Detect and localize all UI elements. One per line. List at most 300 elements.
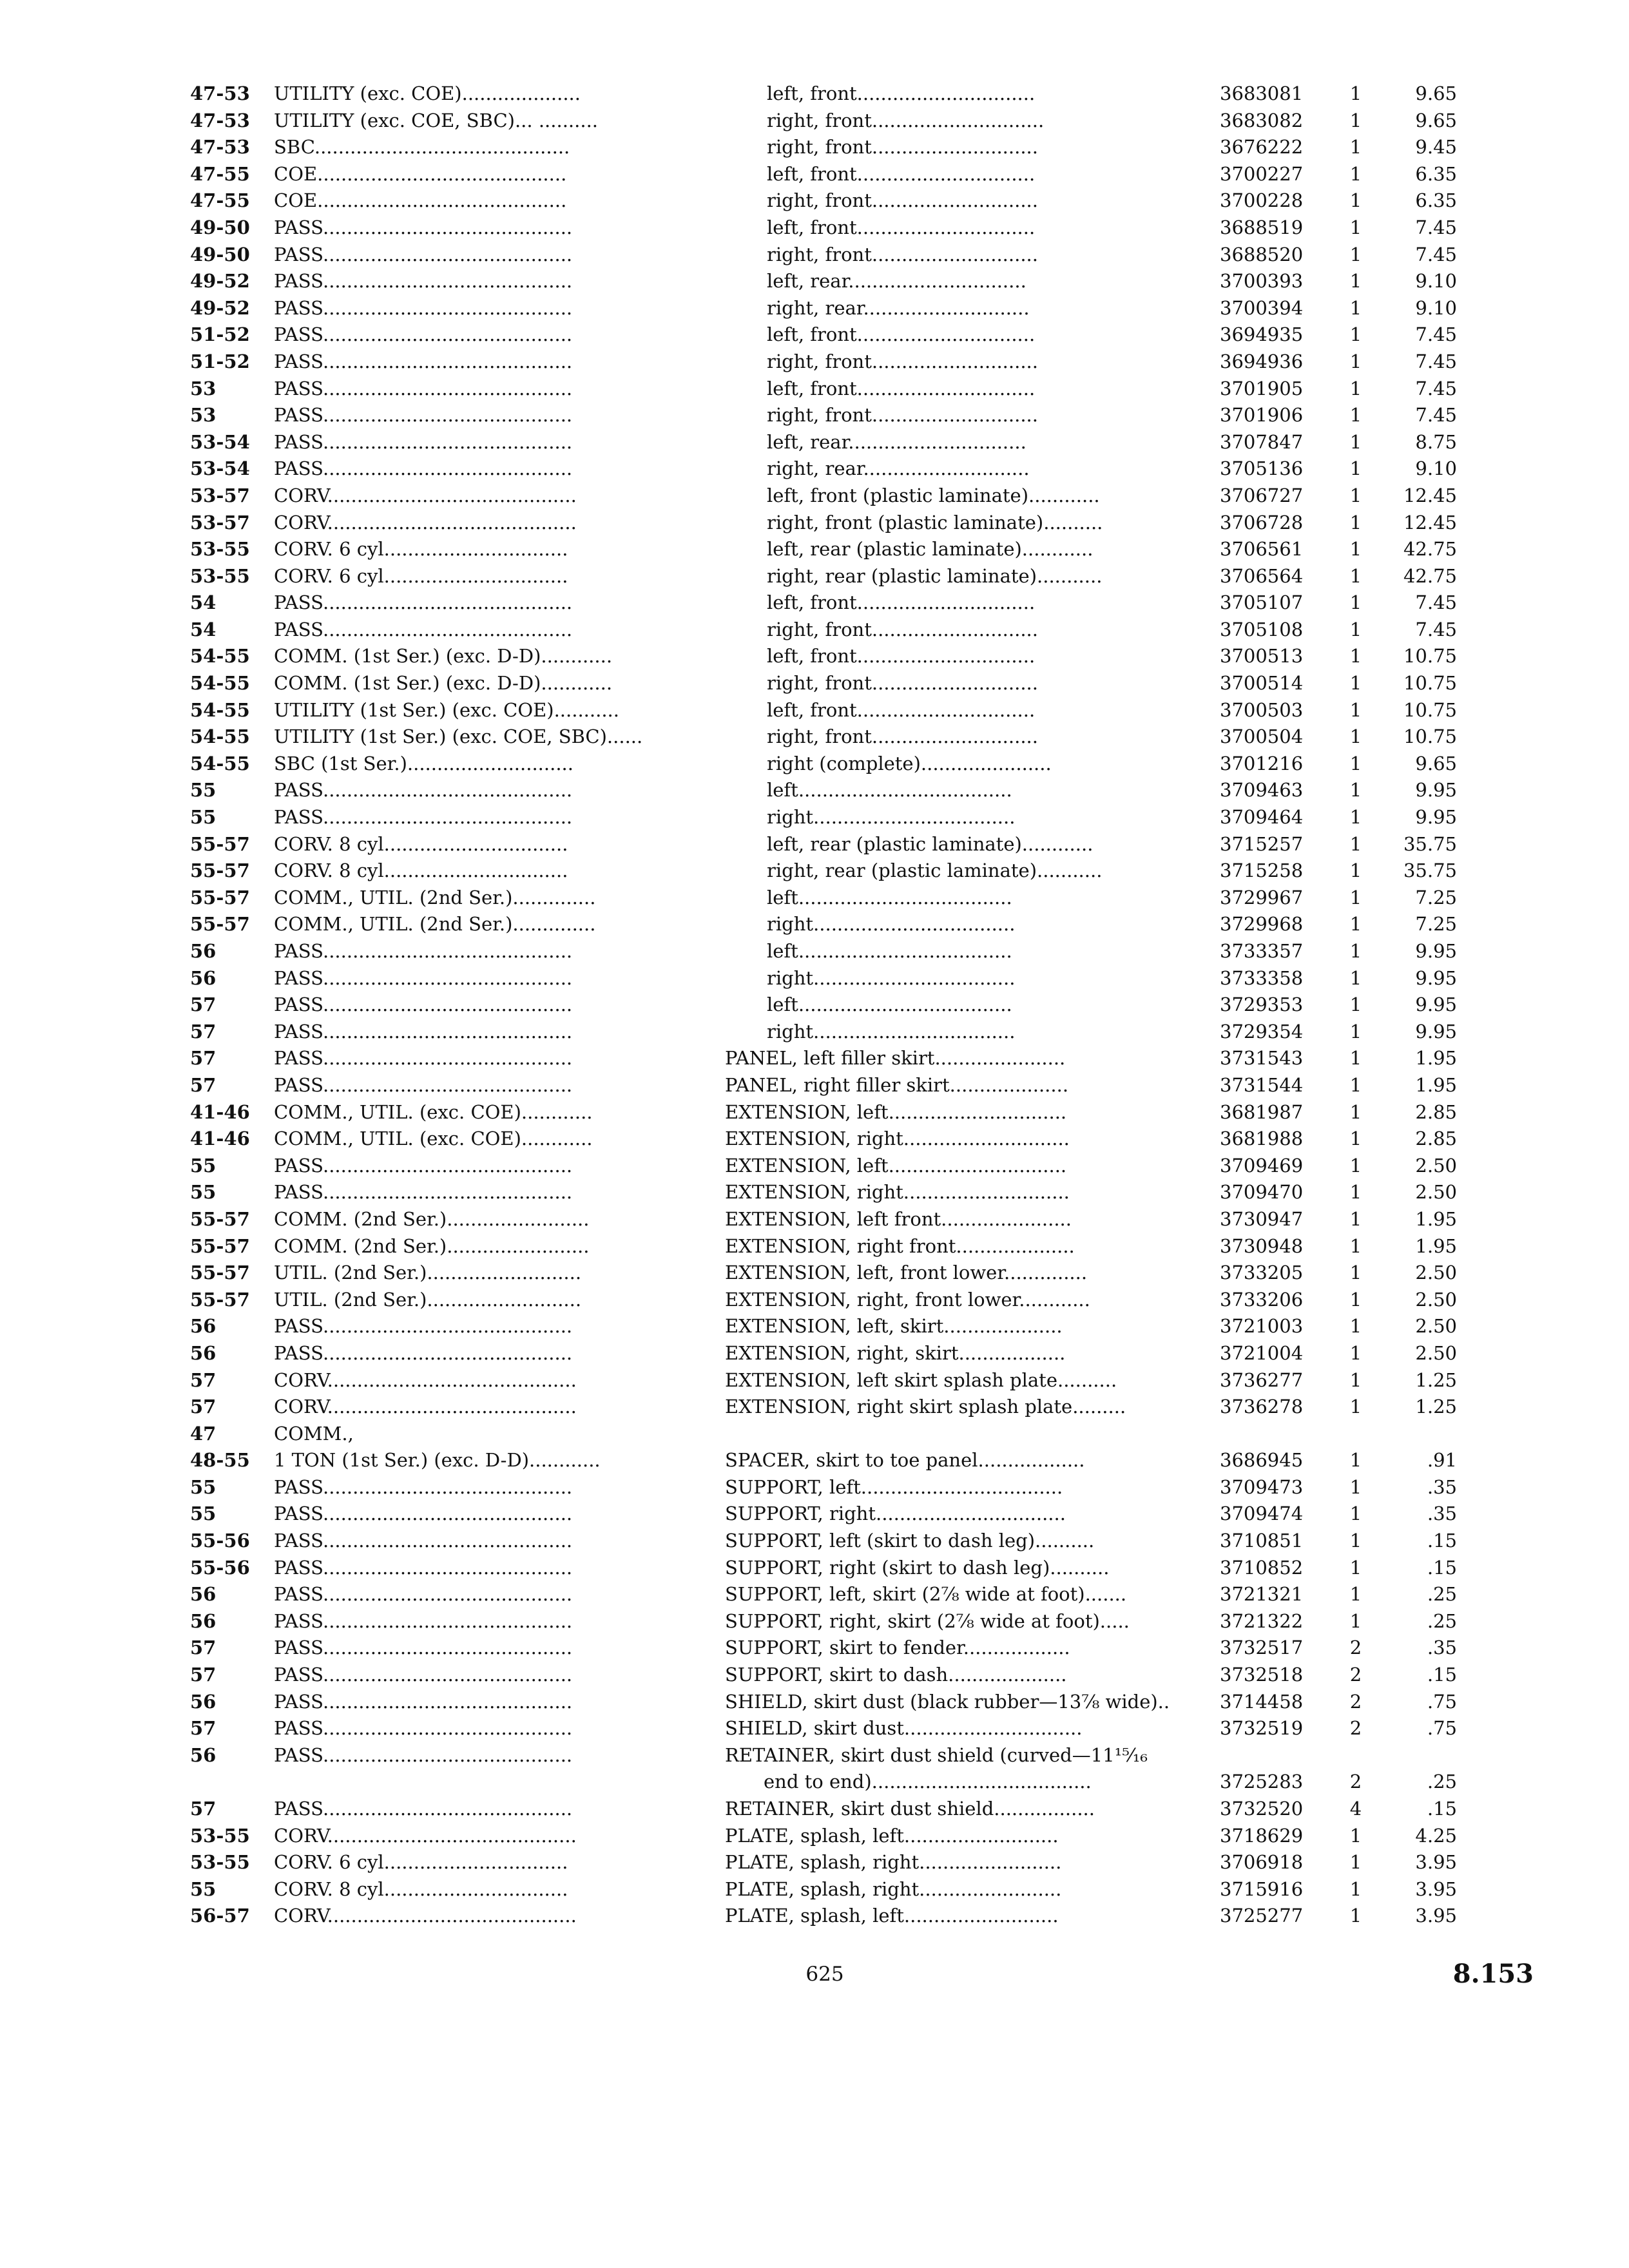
price-cell: 8.75 — [1415, 430, 1457, 453]
quantity-cell: 1 — [1349, 1341, 1362, 1364]
description-cell: PLATE, splash, left.......................... — [725, 1824, 1059, 1847]
model-cell: SBC (1st Ser.)............................ — [274, 752, 574, 774]
part-number-cell: 3705107 — [1220, 591, 1304, 614]
table-row — [190, 724, 1479, 751]
description-cell: EXTENSION, left.............................. — [725, 1100, 1067, 1123]
part-number-cell: 3733205 — [1220, 1262, 1304, 1284]
quantity-cell: 1 — [1349, 1154, 1362, 1177]
model-cell: COE.......................................... — [274, 162, 567, 185]
description-cell: EXTENSION, left, front lower.............. — [725, 1262, 1088, 1284]
model-cell: PASS.......................................... — [274, 1637, 573, 1659]
price-cell: 1.25 — [1415, 1396, 1457, 1418]
table-row — [190, 483, 1479, 510]
model-cell: CORV.......................................... — [274, 1905, 577, 1927]
price-cell: 2.50 — [1415, 1262, 1457, 1284]
table-row — [190, 777, 1479, 804]
price-cell: 10.75 — [1403, 672, 1457, 695]
part-number-cell: 3732518 — [1220, 1664, 1304, 1686]
part-number-cell: 3709464 — [1220, 806, 1304, 829]
quantity-cell: 1 — [1349, 1583, 1362, 1606]
table-row — [190, 1447, 1479, 1474]
description-cell: right.................................. — [767, 806, 1016, 829]
table-row — [190, 1876, 1479, 1903]
model-cell: COMM. (2nd Ser.)........................ — [274, 1207, 590, 1230]
price-cell: 3.95 — [1415, 1851, 1457, 1874]
description-cell: PANEL, left filler skirt...................... — [725, 1047, 1066, 1070]
model-cell: PASS.......................................... — [274, 270, 573, 293]
quantity-cell: 1 — [1349, 296, 1362, 319]
table-row — [190, 1662, 1479, 1689]
description-cell: left, rear.............................. — [767, 270, 1027, 293]
quantity-cell: 1 — [1349, 1905, 1362, 1927]
part-number-cell: 3701906 — [1220, 404, 1304, 427]
part-number-cell: 3721321 — [1220, 1583, 1304, 1606]
table-row — [190, 1528, 1479, 1555]
table-row — [190, 1474, 1479, 1501]
part-number-cell: 3732519 — [1220, 1717, 1304, 1740]
part-number-cell: 3729968 — [1220, 913, 1304, 936]
part-number-cell: 3676222 — [1220, 136, 1304, 159]
table-row — [190, 349, 1479, 376]
table-row — [190, 1689, 1479, 1716]
price-cell: 10.75 — [1403, 698, 1457, 721]
quantity-cell: 1 — [1349, 350, 1362, 372]
description-cell: EXTENSION, right front.................... — [725, 1235, 1075, 1257]
price-cell: 12.45 — [1403, 511, 1457, 533]
quantity-cell: 1 — [1349, 1503, 1362, 1525]
price-cell: 9.65 — [1415, 752, 1457, 774]
table-row — [190, 1153, 1479, 1180]
year-cell: 49-50 — [190, 216, 250, 238]
part-number-cell: 3729354 — [1220, 1020, 1304, 1043]
description-cell: SUPPORT, left (skirt to dash leg).......... — [725, 1530, 1095, 1552]
quantity-cell: 1 — [1349, 726, 1362, 748]
part-number-cell: 3710852 — [1220, 1556, 1304, 1579]
model-cell: PASS.......................................... — [274, 1690, 573, 1713]
table-row — [190, 831, 1479, 858]
price-cell: 7.45 — [1415, 377, 1457, 399]
description-cell: right, rear............................ — [767, 457, 1030, 480]
year-cell: 56 — [190, 1341, 217, 1364]
year-cell: 56 — [190, 940, 217, 962]
table-row — [190, 1072, 1479, 1099]
model-cell: PASS.......................................... — [274, 350, 573, 372]
table-row — [190, 1179, 1479, 1206]
year-cell: 41-46 — [190, 1100, 250, 1123]
model-cell: CORV. 8 cyl............................... — [274, 1878, 568, 1900]
description-cell: SHIELD, skirt dust (black rubber—13⅞ wide).. — [725, 1690, 1170, 1713]
price-cell: 2.50 — [1415, 1341, 1457, 1364]
quantity-cell: 1 — [1349, 1556, 1362, 1579]
description-cell: right, rear (plastic laminate)........... — [767, 564, 1103, 587]
year-cell: 57 — [190, 1637, 217, 1659]
year-cell: 53-55 — [190, 1851, 250, 1874]
table-row — [190, 376, 1479, 403]
price-cell: 7.45 — [1415, 243, 1457, 265]
description-cell: left.................................... — [767, 994, 1012, 1016]
part-number-cell: 3709469 — [1220, 1154, 1304, 1177]
part-number-cell: 3683082 — [1220, 109, 1304, 131]
year-cell: 57 — [190, 1020, 217, 1043]
model-cell: PASS.......................................... — [274, 1556, 573, 1579]
description-cell: right, front............................ — [767, 726, 1038, 748]
price-cell: .25 — [1427, 1583, 1457, 1606]
quantity-cell: 1 — [1349, 136, 1362, 159]
model-cell: PASS.......................................... — [274, 1530, 573, 1552]
description-cell: RETAINER, skirt dust shield (curved—11¹⁵⁄₁₆ end to end)..................................... — [725, 1742, 1273, 1769]
quantity-cell: 2 — [1349, 1690, 1362, 1713]
price-cell: 9.95 — [1415, 940, 1457, 962]
year-cell: 55 — [190, 1181, 217, 1204]
quantity-cell: 2 — [1349, 1637, 1362, 1659]
table-row — [190, 563, 1479, 590]
part-number-cell: 3733358 — [1220, 966, 1304, 989]
year-cell: 54-55 — [190, 698, 250, 721]
page-number: 625 — [805, 1963, 844, 1986]
model-cell: COMM. (1st Ser.) (exc. D-D)............ — [274, 645, 613, 668]
year-cell: 57 — [190, 1047, 217, 1070]
price-cell: 7.25 — [1415, 886, 1457, 908]
year-cell: 47 — [190, 1422, 217, 1445]
year-cell: 55 — [190, 1475, 217, 1498]
model-cell: PASS.......................................... — [274, 1315, 573, 1338]
quantity-cell: 1 — [1349, 109, 1362, 131]
part-number-cell: 3706918 — [1220, 1851, 1304, 1874]
year-cell: 53-57 — [190, 484, 250, 506]
description-cell: EXTENSION, left, skirt.................... — [725, 1315, 1063, 1338]
quantity-cell: 1 — [1349, 270, 1362, 293]
part-number-cell: 3706561 — [1220, 538, 1304, 561]
year-cell: 57 — [190, 1396, 217, 1418]
table-row — [190, 1126, 1479, 1153]
quantity-cell: 1 — [1349, 966, 1362, 989]
year-cell: 55-57 — [190, 1288, 250, 1311]
part-number-cell: 3715916 — [1220, 1878, 1304, 1900]
part-number-cell: 3700228 — [1220, 189, 1304, 212]
part-number-cell: 3731543 — [1220, 1047, 1304, 1070]
quantity-cell: 1 — [1349, 323, 1362, 346]
description-cell: right, front............................. — [767, 109, 1045, 131]
description-cell: SUPPORT, left.................................. — [725, 1475, 1063, 1498]
part-number-cell: 3732517 — [1220, 1637, 1304, 1659]
part-number-cell: 3710851 — [1220, 1530, 1304, 1552]
year-cell: 41-46 — [190, 1128, 250, 1150]
price-cell: 2.85 — [1415, 1128, 1457, 1150]
model-cell: PASS.......................................... — [274, 404, 573, 427]
part-number-cell: 3715257 — [1220, 832, 1304, 855]
table-row — [190, 858, 1479, 885]
model-cell: PASS.......................................... — [274, 591, 573, 614]
quantity-cell: 1 — [1349, 1100, 1362, 1123]
part-number-cell: 3725277 — [1220, 1905, 1304, 1927]
price-cell: 2.50 — [1415, 1181, 1457, 1204]
price-cell: 9.95 — [1415, 1020, 1457, 1043]
table-row — [190, 751, 1479, 778]
part-number-cell: 3694936 — [1220, 350, 1304, 372]
quantity-cell: 1 — [1349, 672, 1362, 695]
price-cell: 2.50 — [1415, 1154, 1457, 1177]
quantity-cell: 1 — [1349, 1610, 1362, 1632]
quantity-cell: 1 — [1349, 1530, 1362, 1552]
price-cell: .25 — [1427, 1610, 1457, 1632]
quantity-cell: 1 — [1349, 645, 1362, 668]
model-cell: PASS.......................................... — [274, 243, 573, 265]
table-row — [190, 187, 1479, 215]
quantity-cell: 1 — [1349, 806, 1362, 829]
price-cell: 2.85 — [1415, 1100, 1457, 1123]
table-row — [190, 1823, 1479, 1850]
table-row — [190, 1421, 1479, 1448]
part-number-cell: 3705108 — [1220, 618, 1304, 640]
year-cell: 56 — [190, 966, 217, 989]
quantity-cell: 1 — [1349, 940, 1362, 962]
price-cell: 9.95 — [1415, 806, 1457, 829]
quantity-cell: 1 — [1349, 511, 1362, 533]
table-row — [190, 1099, 1479, 1126]
table-row — [190, 108, 1479, 135]
price-cell: .35 — [1427, 1475, 1457, 1498]
part-number-cell: 3700514 — [1220, 672, 1304, 695]
quantity-cell: 1 — [1349, 1207, 1362, 1230]
description-cell: left, front.............................. — [767, 591, 1036, 614]
year-cell: 55-57 — [190, 832, 250, 855]
model-cell: CORV. 6 cyl............................... — [274, 564, 568, 587]
quantity-cell: 1 — [1349, 377, 1362, 399]
quantity-cell: 1 — [1349, 1262, 1362, 1284]
model-cell: PASS.......................................... — [274, 430, 573, 453]
price-cell: 10.75 — [1403, 645, 1457, 668]
quantity-cell: 1 — [1349, 618, 1362, 640]
description-cell: SUPPORT, right (skirt to dash leg).......... — [725, 1556, 1110, 1579]
year-cell: 53-54 — [190, 457, 250, 480]
year-cell: 55-57 — [190, 1262, 250, 1284]
part-number-cell: 3718629 — [1220, 1824, 1304, 1847]
table-row — [190, 1903, 1479, 1930]
part-number-cell: 3715258 — [1220, 860, 1304, 882]
quantity-cell: 1 — [1349, 457, 1362, 480]
description-cell: right, front (plastic laminate).......... — [767, 511, 1103, 533]
year-cell: 56-57 — [190, 1905, 250, 1927]
quantity-cell: 1 — [1349, 913, 1362, 936]
year-cell: 57 — [190, 1664, 217, 1686]
description-cell: left, front.............................. — [767, 216, 1036, 238]
description-cell: EXTENSION, left front...................... — [725, 1207, 1072, 1230]
table-row — [190, 804, 1479, 831]
model-cell: PASS.......................................... — [274, 296, 573, 319]
quantity-cell: 2 — [1349, 1664, 1362, 1686]
price-cell: 9.10 — [1415, 270, 1457, 293]
table-row — [190, 965, 1479, 992]
table-row — [190, 670, 1479, 697]
model-cell: UTILITY (exc. COE, SBC)... .......... — [274, 109, 599, 131]
price-cell: .75 — [1427, 1690, 1457, 1713]
table-row — [190, 938, 1479, 965]
year-cell: 53-55 — [190, 564, 250, 587]
table-row — [190, 590, 1479, 617]
part-number-cell: 3701216 — [1220, 752, 1304, 774]
description-cell: left, front.............................. — [767, 323, 1036, 346]
model-cell: COMM., UTIL. (2nd Ser.).............. — [274, 886, 596, 908]
year-cell: 49-52 — [190, 296, 250, 319]
quantity-cell: 1 — [1349, 1824, 1362, 1847]
model-cell: 1 TON (1st Ser.) (exc. D-D)............ — [274, 1449, 601, 1472]
quantity-cell: 1 — [1349, 189, 1362, 212]
price-cell: 42.75 — [1403, 538, 1457, 561]
description-cell: left.................................... — [767, 779, 1012, 802]
table-row — [190, 1287, 1479, 1314]
quantity-cell: 1 — [1349, 698, 1362, 721]
year-cell: 55 — [190, 1154, 217, 1177]
part-number-cell: 3706728 — [1220, 511, 1304, 533]
quantity-cell: 1 — [1349, 779, 1362, 802]
year-cell: 55-57 — [190, 886, 250, 908]
model-cell: COMM. (2nd Ser.)........................ — [274, 1235, 590, 1257]
table-row — [190, 1796, 1479, 1823]
price-cell: .91 — [1427, 1449, 1457, 1472]
price-cell: .35 — [1427, 1637, 1457, 1659]
year-cell: 56 — [190, 1315, 217, 1338]
quantity-cell: 1 — [1349, 591, 1362, 614]
part-number-cell: 3681988 — [1220, 1128, 1304, 1150]
price-cell: .75 — [1427, 1717, 1457, 1740]
model-cell: PASS.......................................... — [274, 966, 573, 989]
table-row — [190, 161, 1479, 188]
model-cell: PASS.......................................... — [274, 940, 573, 962]
model-cell: COMM., — [274, 1422, 354, 1445]
model-cell: CORV.......................................... — [274, 1369, 577, 1391]
model-cell: PASS.......................................... — [274, 1341, 573, 1364]
price-cell: 1.25 — [1415, 1369, 1457, 1391]
table-row — [190, 697, 1479, 724]
model-cell: PASS.......................................... — [274, 457, 573, 480]
price-cell: 35.75 — [1403, 832, 1457, 855]
quantity-cell: 1 — [1349, 1315, 1362, 1338]
part-number-cell: 3688520 — [1220, 243, 1304, 265]
part-number-cell: 3736278 — [1220, 1396, 1304, 1418]
description-cell: PLATE, splash, left.......................... — [725, 1905, 1059, 1927]
price-cell: 1.95 — [1415, 1235, 1457, 1257]
year-cell: 56 — [190, 1583, 217, 1606]
part-number-cell: 3701905 — [1220, 377, 1304, 399]
description-cell: left, front (plastic laminate)............ — [767, 484, 1100, 506]
year-cell: 48-55 — [190, 1449, 250, 1472]
year-cell: 47-55 — [190, 162, 250, 185]
year-cell: 54-55 — [190, 645, 250, 668]
price-cell: 35.75 — [1403, 860, 1457, 882]
model-cell: PASS.......................................... — [274, 1154, 573, 1177]
table-row — [190, 242, 1479, 269]
table-row — [190, 1367, 1479, 1394]
quantity-cell: 1 — [1349, 752, 1362, 774]
description-cell: SUPPORT, skirt to fender.................. — [725, 1637, 1070, 1659]
price-cell: 7.45 — [1415, 591, 1457, 614]
quantity-cell: 1 — [1349, 1475, 1362, 1498]
year-cell: 53-55 — [190, 1824, 250, 1847]
year-cell: 49-50 — [190, 243, 250, 265]
description-cell: left, rear.............................. — [767, 430, 1027, 453]
year-cell: 55-57 — [190, 913, 250, 936]
part-number-cell: 3683081 — [1220, 82, 1304, 104]
part-number-cell: 3730948 — [1220, 1235, 1304, 1257]
quantity-cell: 1 — [1349, 243, 1362, 265]
quantity-cell: 1 — [1349, 1369, 1362, 1391]
description-cell: left.................................... — [767, 940, 1012, 962]
description-cell: EXTENSION, right, front lower............ — [725, 1288, 1090, 1311]
quantity-cell: 1 — [1349, 430, 1362, 453]
description-cell: left, front.............................. — [767, 82, 1036, 104]
part-number-cell: 3721322 — [1220, 1610, 1304, 1632]
year-cell: 51-52 — [190, 323, 250, 346]
description-cell: right, front............................ — [767, 672, 1038, 695]
quantity-cell: 2 — [1349, 1717, 1362, 1740]
description-cell: EXTENSION, right skirt splash plate......... — [725, 1396, 1126, 1418]
year-cell: 54 — [190, 591, 217, 614]
model-cell: PASS.......................................... — [274, 1744, 573, 1766]
model-cell: COE.......................................... — [274, 189, 567, 212]
year-cell: 55 — [190, 779, 217, 802]
table-row — [190, 1501, 1479, 1528]
model-cell: PASS.......................................... — [274, 1475, 573, 1498]
quantity-cell: 1 — [1349, 1020, 1362, 1043]
description-cell: left, rear (plastic laminate)............ — [767, 832, 1094, 855]
quantity-cell: 1 — [1349, 404, 1362, 427]
year-cell: 54-55 — [190, 672, 250, 695]
quantity-cell: 1 — [1349, 994, 1362, 1016]
part-number-cell: 3705136 — [1220, 457, 1304, 480]
table-row — [190, 510, 1479, 537]
year-cell: 55 — [190, 806, 217, 829]
part-number-cell: 3736277 — [1220, 1369, 1304, 1391]
quantity-cell: 2 — [1349, 1771, 1362, 1793]
year-cell: 57 — [190, 1717, 217, 1740]
price-cell: 6.35 — [1415, 162, 1457, 185]
year-cell: 56 — [190, 1744, 217, 1766]
price-cell: 2.50 — [1415, 1288, 1457, 1311]
part-number-cell: 3686945 — [1220, 1449, 1304, 1472]
model-cell: PASS.......................................... — [274, 779, 573, 802]
table-row — [190, 1555, 1479, 1582]
year-cell: 56 — [190, 1610, 217, 1632]
year-cell: 53-54 — [190, 430, 250, 453]
description-cell: EXTENSION, right............................ — [725, 1181, 1070, 1204]
table-row — [190, 1608, 1479, 1635]
part-number-cell: 3725283 — [1220, 1771, 1304, 1793]
part-number-cell: 3709470 — [1220, 1181, 1304, 1204]
quantity-cell: 1 — [1349, 1396, 1362, 1418]
year-cell: 55-57 — [190, 1207, 250, 1230]
part-number-cell: 3733206 — [1220, 1288, 1304, 1311]
price-cell: 42.75 — [1403, 564, 1457, 587]
description-cell: EXTENSION, right............................ — [725, 1128, 1070, 1150]
quantity-cell: 1 — [1349, 82, 1362, 104]
model-cell: UTIL. (2nd Ser.).......................... — [274, 1288, 582, 1311]
description-cell: EXTENSION, right, skirt.................. — [725, 1341, 1066, 1364]
price-cell: .15 — [1427, 1798, 1457, 1820]
quantity-cell: 1 — [1349, 1047, 1362, 1070]
description-cell: PANEL, right filler skirt.................... — [725, 1073, 1069, 1096]
table-row — [190, 1260, 1479, 1287]
price-cell: 12.45 — [1403, 484, 1457, 506]
table-row — [190, 1635, 1479, 1662]
table-row — [190, 911, 1479, 938]
price-cell: .15 — [1427, 1530, 1457, 1552]
quantity-cell: 1 — [1349, 1181, 1362, 1204]
model-cell: PASS.......................................... — [274, 323, 573, 346]
part-number-cell: 3721004 — [1220, 1341, 1304, 1364]
table-row — [190, 295, 1479, 322]
description-cell: SUPPORT, left, skirt (2⅞ wide at foot)....... — [725, 1583, 1127, 1606]
year-cell: 57 — [190, 994, 217, 1016]
